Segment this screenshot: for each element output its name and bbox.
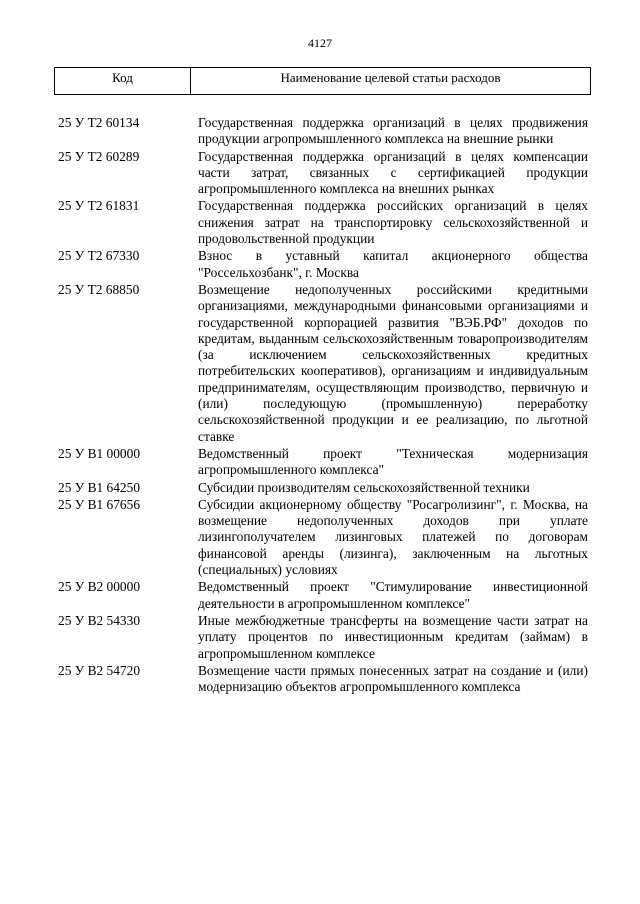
row-name: Возмещение недополученных российскими кредитными организациями, международными финансовыми организациями и государственной корпорацией развития "ВЭБ.РФ" доходов по кредитам, выданным сельскохозяйственным товаропроизводителям (за исключением сельскохозяйственных кредитных потребительских кооперативов), организациям и индивидуальным предпринимателям, осуществляющим производство, первичную и (или) последующую (промышленную) переработку сельскохозяйственной продукции и ее реализацию, по льготной ставке [198, 281, 588, 444]
row-name: Ведомственный проект "Стимулирование инвестиционной деятельности в агропромышленном комплексе" [198, 579, 588, 611]
table-row [58, 248, 588, 281]
row-code: 25 У Т2 68850 [58, 281, 140, 297]
row-name: Государственная поддержка организаций в целях продвижения продукции агропромышленного комплекса на внешние рынки [198, 115, 588, 147]
row-code: 25 У Т2 60289 [58, 148, 140, 164]
table-header [54, 67, 591, 95]
table-row [58, 446, 588, 479]
table-row [58, 497, 588, 578]
row-name: Взнос в уставный капитал акционерного общества "Россельхозбанк", г. Москва [198, 248, 588, 280]
row-code: 25 У В1 67656 [58, 496, 141, 512]
table-row [58, 115, 588, 148]
row-code: 25 У В1 00000 [58, 445, 141, 461]
table-row [58, 480, 588, 496]
row-name: Возмещение части прямых понесенных затрат на создание и (или) модернизацию объектов агропромышленного комплекса [198, 662, 588, 695]
row-code: 25 У В2 54720 [58, 662, 141, 678]
table-row [58, 613, 588, 662]
table-row [58, 149, 588, 198]
table-row [58, 663, 588, 696]
table-body [58, 115, 588, 696]
row-name: Ведомственный проект "Техническая модернизация агропромышленного комплекса" [198, 445, 588, 478]
row-name: Государственная поддержка российских организаций в целях снижения затрат на транспортировку сельскохозяйственной и продовольственной продукции [198, 198, 588, 247]
table-row [58, 198, 588, 247]
row-code: 25 У Т2 60134 [58, 115, 140, 130]
table-row [58, 579, 588, 612]
row-name: Субсидии акционерному обществу "Росагролизинг", г. Москва, на возмещение недополученных доходов при уплате лизингополучателем лизинговых платежей по договорам финансовой аренды (лизинга), заключенным на льготных (специальных) условиях [198, 496, 588, 578]
row-name: Государственная поддержка организаций в целях компенсации части затрат, связанных с сертификацией продукции агропромышленного комплекса на внешних рынках [198, 148, 588, 197]
row-code: 25 У Т2 61831 [58, 198, 140, 214]
row-code: 25 У В1 64250 [58, 479, 141, 495]
page-number: 4127 [308, 36, 332, 50]
row-code: 25 У В2 54330 [58, 612, 141, 628]
row-code: 25 У В2 00000 [58, 579, 141, 595]
row-name: Субсидии производителям сельскохозяйственной техники [198, 479, 530, 495]
row-code: 25 У Т2 67330 [58, 248, 140, 264]
table-row [58, 282, 588, 445]
header-name-column: Наименование целевой статьи расходов [280, 70, 501, 85]
row-name: Иные межбюджетные трансферты на возмещение части затрат на уплату процентов по инвестиционным кредитам (займам) в агропромышленном комплексе [198, 612, 588, 661]
header-code-column: Код [55, 68, 191, 94]
